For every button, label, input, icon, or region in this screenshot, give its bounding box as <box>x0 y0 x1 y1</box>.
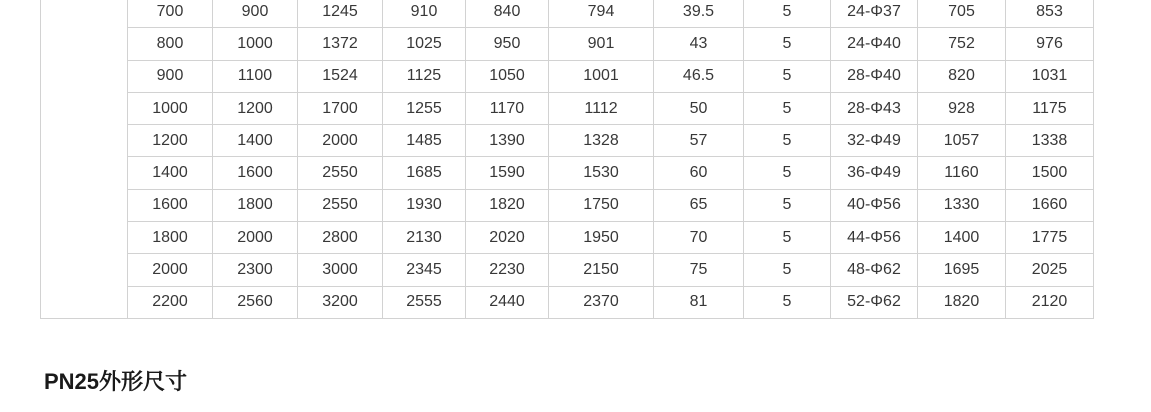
table-cell: 40-Φ56 <box>831 189 918 221</box>
table-cell: 1485 <box>383 125 466 157</box>
table-cell: 2000 <box>128 254 213 286</box>
table-cell: 1400 <box>213 125 298 157</box>
table-cell: 24-Φ40 <box>831 28 918 60</box>
table-cell: 2230 <box>466 254 549 286</box>
table-cell: 2560 <box>213 286 298 318</box>
table-cell: 1820 <box>918 286 1006 318</box>
table-cell: 1600 <box>128 189 213 221</box>
table-cell: 46.5 <box>654 60 744 92</box>
table-cell: 3200 <box>298 286 383 318</box>
table-cell: 2800 <box>298 222 383 254</box>
table-cell: 28-Φ43 <box>831 92 918 124</box>
table-cell: 44-Φ56 <box>831 222 918 254</box>
table-cell: 700 <box>128 0 213 28</box>
table-cell: 976 <box>1006 28 1094 60</box>
table-cell: 794 <box>549 0 654 28</box>
table-cell: 1372 <box>298 28 383 60</box>
table-cell: 1328 <box>549 125 654 157</box>
table-row <box>41 0 1094 28</box>
table-cell: 1600 <box>213 157 298 189</box>
table-cell: 1050 <box>466 60 549 92</box>
table-cell: 28-Φ40 <box>831 60 918 92</box>
table-cell: 1775 <box>1006 222 1094 254</box>
table-cell: 57 <box>654 125 744 157</box>
table-cell: 1500 <box>1006 157 1094 189</box>
table-cell: 1160 <box>918 157 1006 189</box>
table-cell: 2300 <box>213 254 298 286</box>
table-cell: 5 <box>744 222 831 254</box>
table-cell: 910 <box>383 0 466 28</box>
table-cell: 5 <box>744 60 831 92</box>
table-cell: 5 <box>744 92 831 124</box>
table-cell: 48-Φ62 <box>831 254 918 286</box>
table-row <box>41 157 1094 189</box>
table-row <box>41 189 1094 221</box>
table-cell: 1125 <box>383 60 466 92</box>
table-cell: 5 <box>744 286 831 318</box>
table-cell: 2370 <box>549 286 654 318</box>
table-cell: 1000 <box>128 92 213 124</box>
table-cell: 2555 <box>383 286 466 318</box>
table-cell: 1200 <box>128 125 213 157</box>
table-cell: 1685 <box>383 157 466 189</box>
table-cell: 1660 <box>1006 189 1094 221</box>
table-row <box>41 222 1094 254</box>
table-cell: 1950 <box>549 222 654 254</box>
table-cell: 928 <box>918 92 1006 124</box>
table-cell: 2550 <box>298 189 383 221</box>
table-cell: 1930 <box>383 189 466 221</box>
table-cell: 705 <box>918 0 1006 28</box>
table-cell: 1700 <box>298 92 383 124</box>
table-cell: 1330 <box>918 189 1006 221</box>
table-cell: 2440 <box>466 286 549 318</box>
table-cell: 2120 <box>1006 286 1094 318</box>
table-row <box>41 28 1094 60</box>
table-cell: 5 <box>744 28 831 60</box>
table-cell: 60 <box>654 157 744 189</box>
table-cell: 32-Φ49 <box>831 125 918 157</box>
table-cell: 1695 <box>918 254 1006 286</box>
table-cell: 5 <box>744 189 831 221</box>
table-cell: 901 <box>549 28 654 60</box>
table-cell: 1338 <box>1006 125 1094 157</box>
table-row <box>41 286 1094 318</box>
table-cell: 70 <box>654 222 744 254</box>
table-cell: 24-Φ37 <box>831 0 918 28</box>
table-cell: 39.5 <box>654 0 744 28</box>
table-row <box>41 254 1094 286</box>
table-cell: 2345 <box>383 254 466 286</box>
table-cell: 1400 <box>128 157 213 189</box>
table-row <box>41 92 1094 124</box>
table-cell: 1057 <box>918 125 1006 157</box>
table-cell: 840 <box>466 0 549 28</box>
table-cell: 1000 <box>213 28 298 60</box>
table-cell: 2130 <box>383 222 466 254</box>
table-cell: 820 <box>918 60 1006 92</box>
table-cell: 900 <box>213 0 298 28</box>
dimension-table-container <box>40 0 1094 319</box>
table-cell: 1800 <box>213 189 298 221</box>
table-cell: 5 <box>744 125 831 157</box>
table-cell: 50 <box>654 92 744 124</box>
table-cell: 1100 <box>213 60 298 92</box>
table-cell: 1820 <box>466 189 549 221</box>
table-cell: 3000 <box>298 254 383 286</box>
table-cell: 1390 <box>466 125 549 157</box>
table-cell: 800 <box>128 28 213 60</box>
table-cell: 1025 <box>383 28 466 60</box>
table-cell: 5 <box>744 254 831 286</box>
table-cell: 950 <box>466 28 549 60</box>
table-cell: 1255 <box>383 92 466 124</box>
table-cell: 900 <box>128 60 213 92</box>
table-row <box>41 60 1094 92</box>
table-cell: 1800 <box>128 222 213 254</box>
table-cell: 2200 <box>128 286 213 318</box>
section-heading-pn25: PN25外形尺寸 <box>44 369 188 394</box>
table-cell: 1524 <box>298 60 383 92</box>
table-cell: 5 <box>744 0 831 28</box>
table-cell: 1001 <box>549 60 654 92</box>
table-cell: 2000 <box>298 125 383 157</box>
table-cell: 1590 <box>466 157 549 189</box>
table-cell: 1031 <box>1006 60 1094 92</box>
table-cell: 1530 <box>549 157 654 189</box>
table-cell: 2020 <box>466 222 549 254</box>
table-cell: 853 <box>1006 0 1094 28</box>
table-cell: 1200 <box>213 92 298 124</box>
table-cell: 2150 <box>549 254 654 286</box>
dimension-table-body <box>41 0 1094 318</box>
table-cell: 65 <box>654 189 744 221</box>
table-cell: 1175 <box>1006 92 1094 124</box>
merged-empty-cell <box>41 0 128 318</box>
table-cell: 2550 <box>298 157 383 189</box>
table-cell: 2025 <box>1006 254 1094 286</box>
table-cell: 43 <box>654 28 744 60</box>
table-cell: 752 <box>918 28 1006 60</box>
table-cell: 75 <box>654 254 744 286</box>
table-cell: 81 <box>654 286 744 318</box>
table-cell: 1400 <box>918 222 1006 254</box>
table-cell: 2000 <box>213 222 298 254</box>
table-cell: 52-Φ62 <box>831 286 918 318</box>
table-cell: 1750 <box>549 189 654 221</box>
table-row <box>41 125 1094 157</box>
table-cell: 1112 <box>549 92 654 124</box>
table-cell: 1245 <box>298 0 383 28</box>
table-cell: 1170 <box>466 92 549 124</box>
table-cell: 5 <box>744 157 831 189</box>
table-cell: 36-Φ49 <box>831 157 918 189</box>
dimension-table <box>40 0 1094 319</box>
